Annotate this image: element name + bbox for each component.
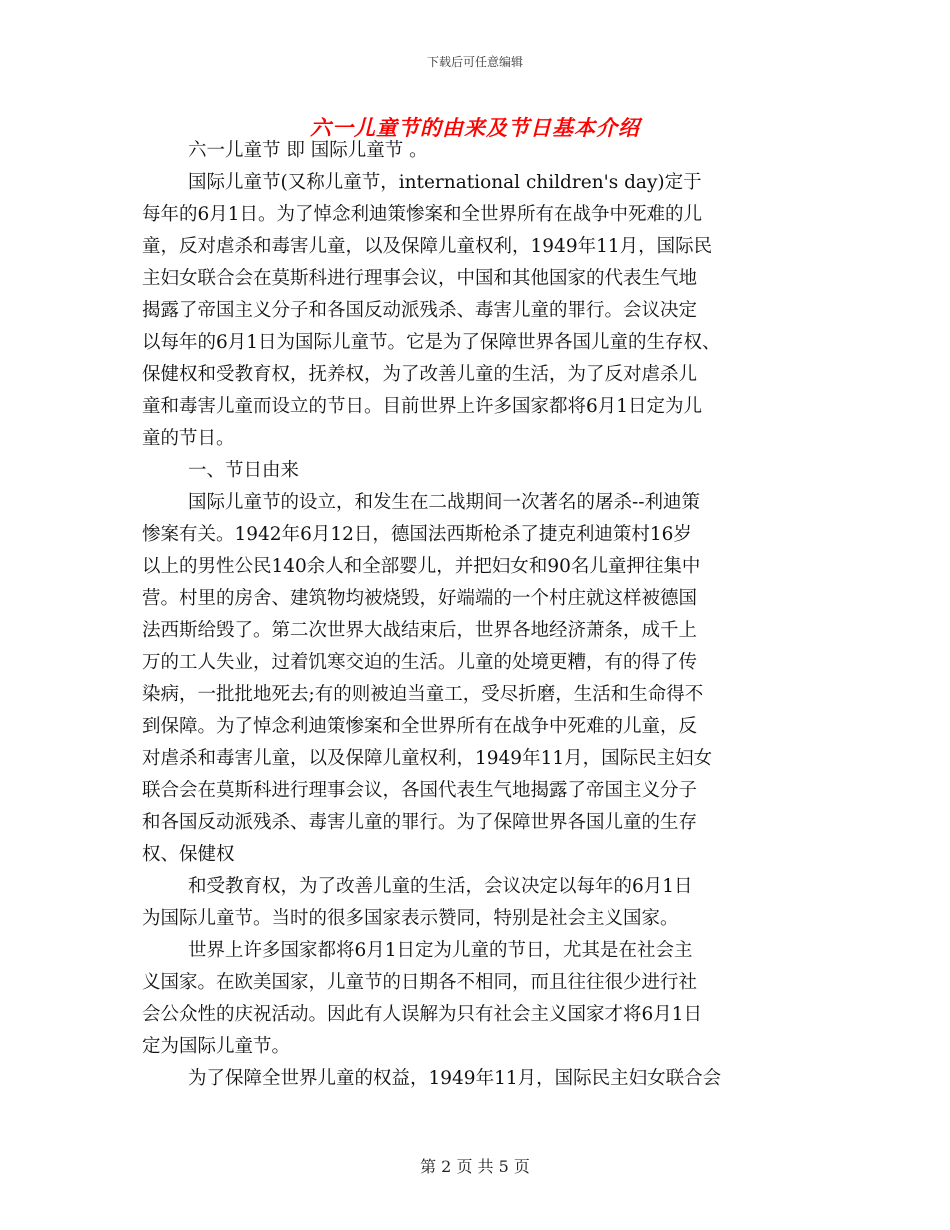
document-body [142,135,812,1095]
body-line: 世界上许多国家都将6月1日定为儿童的节日，尤其是在社会主 [188,940,693,961]
document-title: 六一儿童节的由来及节日基本介绍 [310,115,640,140]
body-line: 和受教育权，为了改善儿童的生活，会议决定以每年的6月1日 [188,876,693,897]
body-line: 万的工人失业，过着饥寒交迫的生活。儿童的处境更糟，有的得了传 [142,652,698,673]
body-line: 染病，一批批地死去;有的则被迫当童工，受尽折磨，生活和生命得不 [142,684,704,705]
body-line: 对虐杀和毒害儿童，以及保障儿童权利，1949年11月，国际民主妇女 [142,748,713,769]
body-line: 以上的男性公民140余人和全部婴儿，并把妇女和90名儿童押往集中 [142,556,701,577]
body-line: 到保障。为了悼念利迪策惨案和全世界所有在战争中死难的儿童，反 [142,716,698,737]
body-line: 保健权和受教育权，抚养权，为了改善儿童的生活，为了反对虐杀儿 [142,364,698,385]
body-line: 为了保障全世界儿童的权益，1949年11月，国际民主妇女联合会 [188,1068,722,1089]
body-line: 会公众性的庆祝活动。因此有人误解为只有社会主义国家才将6月1日 [142,1004,703,1025]
body-line: 惨案有关。1942年6月12日，德国法西斯枪杀了捷克利迪策村16岁 [142,524,692,545]
section-heading: 一、节日由来 [188,460,300,481]
body-line: 童，反对虐杀和毒害儿童，以及保障儿童权利，1949年11月，国际民 [142,236,713,257]
body-line: 法西斯给毁了。第二次世界大战结束后，世界各地经济萧条，成千上 [142,620,698,641]
body-line: 国际儿童节的设立，和发生在二战期间一次著名的屠杀--利迪策 [188,492,701,513]
body-line: 国际儿童节(又称儿童节，international children's day)定于 [188,172,702,193]
body-line: 以每年的6月1日为国际儿童节。它是为了保障世界各国儿童的生存权、 [142,332,721,353]
body-line: 童的节日。 [142,428,235,449]
body-line: 权、保健权 [142,844,235,865]
page-header: 下载后可任意编辑 [426,55,523,69]
body-line: 六一儿童节 即 国际儿童节 。 [188,140,428,161]
body-line: 主妇女联合会在莫斯科进行理事会议，中国和其他国家的代表生气地 [142,268,698,289]
body-line: 联合会在莫斯科进行理事会议，各国代表生气地揭露了帝国主义分子 [142,780,698,801]
body-line: 和各国反动派残杀、毒害儿童的罪行。为了保障世界各国儿童的生存 [142,812,698,833]
body-line: 揭露了帝国主义分子和各国反动派残杀、毒害儿童的罪行。会议决定 [142,300,698,321]
body-line: 营。村里的房舍、建筑物均被烧毁，好端端的一个村庄就这样被德国 [142,588,698,609]
body-line: 每年的6月1日。为了悼念利迪策惨案和全世界所有在战争中死难的儿 [142,204,703,225]
body-line: 为国际儿童节。当时的很多国家表示赞同，特别是社会主义国家。 [142,908,679,929]
body-line: 义国家。在欧美国家，儿童节的日期各不相同，而且往往很少进行社 [142,972,698,993]
body-line: 定为国际儿童节。 [142,1036,291,1057]
page-footer: 第 2 页 共 5 页 [420,1157,530,1176]
body-line: 童和毒害儿童而设立的节日。目前世界上许多国家都将6月1日定为儿 [142,396,703,417]
